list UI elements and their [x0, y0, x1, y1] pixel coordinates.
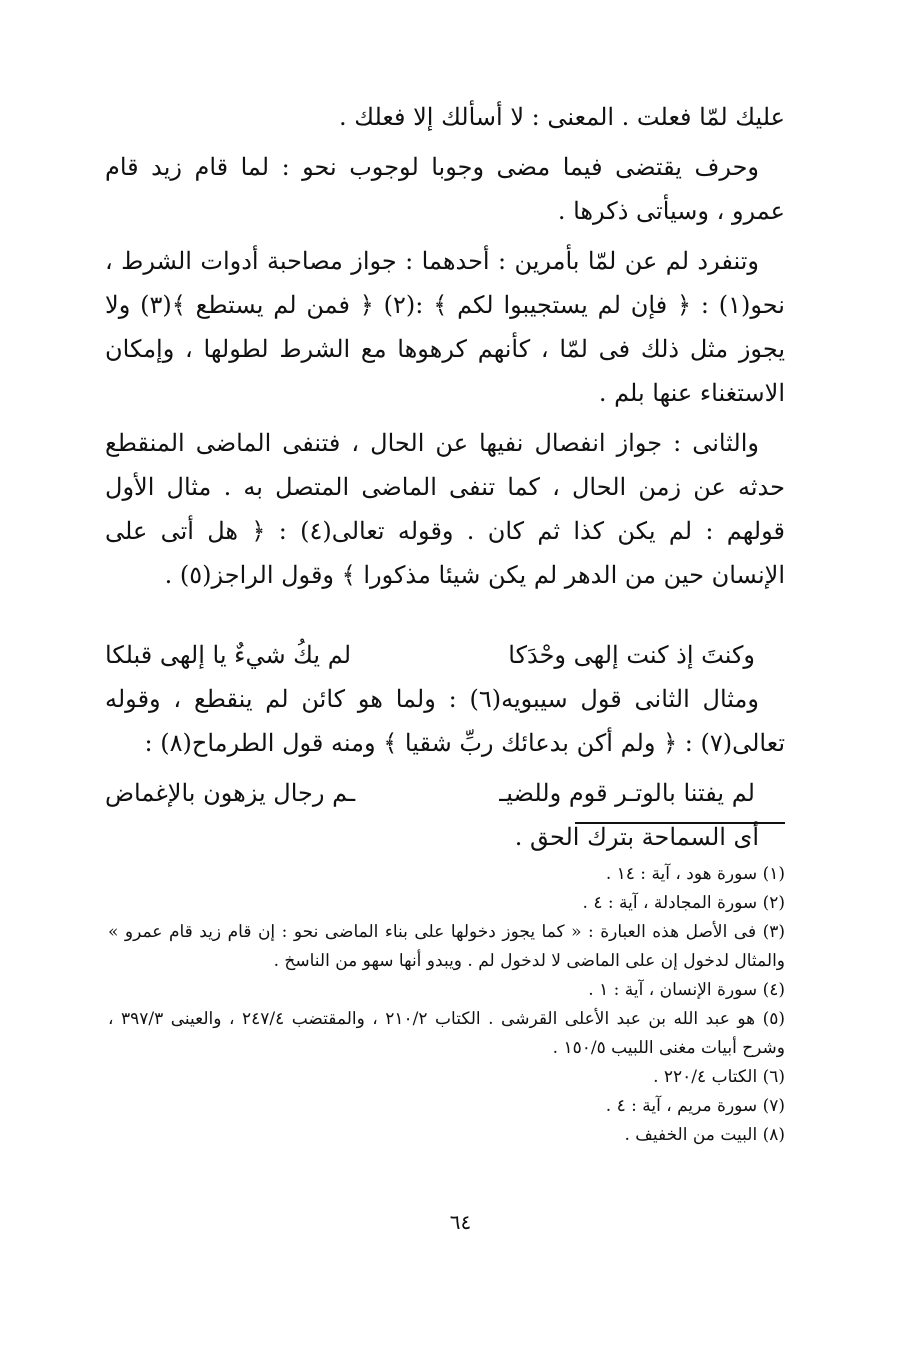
footnote-7: (٧) سورة مريم ، آية : ٤ .: [605, 1096, 785, 1116]
paragraph-5: ومثال الثانى قول سيبويه(٦) : ولما هو كائن لم ينقطع ، وقوله تعالى(٧) : ﴿ ولم أكن بدعائك ربِّ شقيا ﴾ ومنه قول الطرماح(٨) :: [105, 685, 785, 757]
paragraph-1: عليك لمّا فعلت . المعنى : لا أسألك إلا فعلك .: [338, 103, 785, 131]
footnote-1: (١) سورة هود ، آية : ١٤ .: [605, 864, 785, 884]
main-text: [105, 95, 785, 865]
footnote-8: (٨) البيت من الخفيف .: [624, 1125, 785, 1145]
verse-1: [105, 633, 785, 677]
footnote-4: (٤) سورة الإنسان ، آية : ١ .: [588, 980, 785, 1000]
footnote-2: (٢) سورة المجادلة ، آية : ٤ .: [582, 893, 785, 913]
paragraph-3: وتنفرد لم عن لمّا بأمرين : أحدهما : جواز مصاحبة أدوات الشرط ، نحو(١) : ﴿ فإن لم يستجيبوا لكم ﴾ :(٢) ﴿ فمن لم يستطع ﴾(٣) ولا يجوز مثل ذلك فى لمّا ، كأنهم كرهوها مع الشرط لطولها ، وإمكان الاستغناء عنها بلم .: [105, 247, 785, 407]
paragraph-2: وحرف يقتضى فيما مضى وجوبا لوجوب نحو : لما قام زيد قام عمرو ، وسيأتى ذكرها .: [105, 153, 785, 225]
footnote-5: (٥) هو عبد الله بن عبد الأعلى القرشى . الكتاب ٢١٠/٢ ، والمقتضب ٢٤٧/٤ ، والعينى ٣٩٧/٣ ، وشرح أبيات مغنى اللبيب ١٥٠/٥ .: [108, 1009, 785, 1058]
closing-line: أى السماحة بترك الحق .: [514, 823, 759, 851]
verse-1-second-hemistich: لم يكُ شيءٌ يا إلهى قبلكا: [105, 641, 351, 669]
paragraph-4: والثانى : جواز انفصال نفيها عن الحال ، فتنفى الماضى المنقطع حدثه عن زمن الحال ، كما تنفى الماضى المتصل به . مثال الأول قولهم : لم يكن كذا ثم كان . وقوله تعالى(٤) : ﴿ هل أتى على الإنسان حين من الدهر لم يكن شيئا مذكورا ﴾ وقول الراجز(٥) .: [105, 429, 785, 589]
footnote-divider: [575, 822, 785, 824]
footnotes: [108, 860, 785, 1150]
verse-2-second-hemistich: ـم رجال يزهون بالإغماض: [105, 779, 356, 807]
footnote-3: (٣) فى الأصل هذه العبارة : « كما يجوز دخولها على بناء الماضى نحو : إن قام زيد قام عمرو » والمثال لدخول إن على الماضى لا لدخول لم . ويبدو أنها سهو من الناسخ .: [108, 922, 785, 971]
verse-2-first-hemistich: لم يفتنا بالوتـر قوم وللضيـ: [499, 779, 755, 807]
page-number: ٦٤: [449, 1210, 472, 1234]
footnote-6: (٦) الكتاب ٢٢٠/٤ .: [653, 1067, 785, 1087]
verse-1-first-hemistich: وكنتَ إذ كنت إلهى وحْدَكا: [508, 641, 755, 669]
verse-2: [105, 771, 785, 815]
